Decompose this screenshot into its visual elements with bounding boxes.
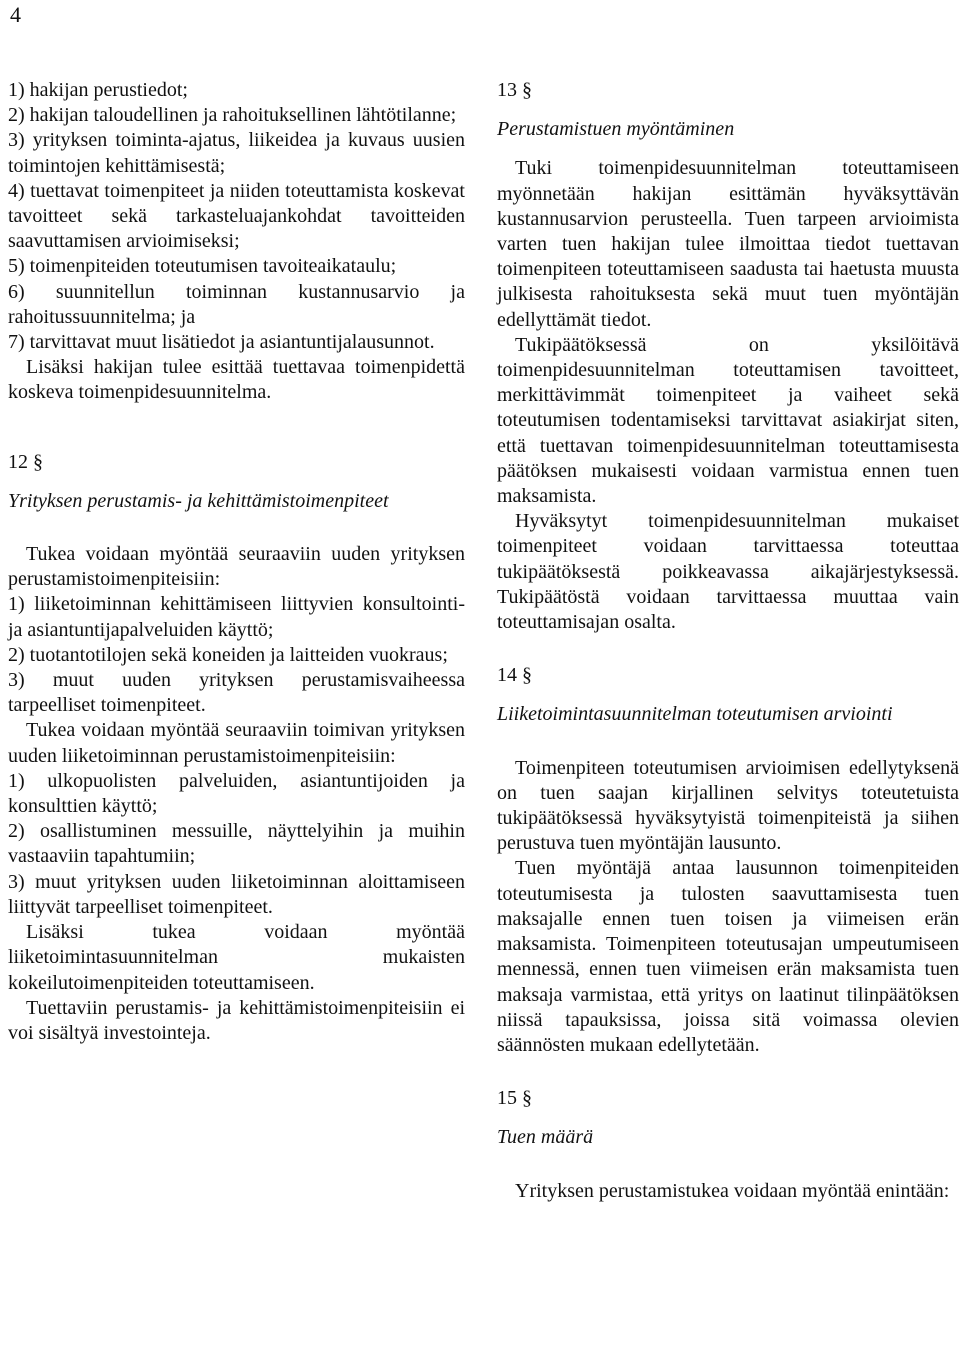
page-number: 4 [10,2,21,27]
list-item: 1) hakijan perustiedot; [8,79,188,101]
list-item: 6) suunnitellun toiminnan kustannusarvio ja rahoitussuunnitelma; ja [8,280,465,328]
section-title: Perustamistuen myöntäminen [497,118,735,141]
section-number: 14 § [497,664,532,687]
paragraph: Lisäksi tukea voidaan myöntää liiketoimintasuunnitelman mukaisten kokeilutoimenpiteiden toteuttamiseen. [8,921,465,994]
left-column [8,78,465,1046]
section-number: 13 § [497,79,532,101]
paragraph: Yrityksen perustamistukea voidaan myöntää enintään: [515,1179,950,1202]
paragraph: Tukea voidaan myöntää seuraaviin uuden yrityksen perustamistoimenpiteisiin: [8,543,465,591]
paragraph: Tuen myöntäjä antaa lausunnon toimenpiteiden toteutumisesta ja tulosten saavuttamisesta tuen maksajalle ennen tuen toisen ja viimeisen erän maksamista. Toimenpiteen toteutusajan umpeutumiseen mennessä, ennen tuen viimeisen erän maksamista tuen maksaja varmistaa, että yritys on laatinut tilinpäätöksen niissä tapauksissa, joissa sitä voimassa olevien säännösten mukaan edellytetään. [497,857,959,1056]
section-number: 15 § [497,1087,532,1110]
section-number: 12 § [8,450,43,473]
paragraph: Tukea voidaan myöntää seuraaviin toimivan yrityksen uuden liiketoiminnan perustamistoimenpiteisiin: [8,719,465,767]
section-title: Yrityksen perustamis- ja kehittämistoimenpiteet [8,489,389,512]
list-item: 5) toimenpiteiden toteutumisen tavoiteaikataulu; [8,255,397,278]
section-title: Liiketoimintasuunnitelman toteutumisen arviointi [497,703,893,726]
list-item: 3) muut yrityksen uuden liiketoiminnan aloittamiseen liittyvät tarpeelliset toimenpiteet. [8,870,465,918]
paragraph: Hyväksytyt toimenpidesuunnitelman mukaiset toimenpiteet voidaan tarvittaessa toteuttaa tukipäätöksestä poikkeavassa aikajärjestyksessä. Tukipäätöstä voidaan tarvittaessa muuttaa vain toteuttamisajan osalta. [497,510,959,634]
section-title: Tuen määrä [497,1126,594,1149]
paragraph: Tuettaviin perustamis- ja kehittämistoimenpiteisiin ei voi sisältyä investointeja. [8,996,465,1044]
paragraph: Toimenpiteen toteutumisen arvioimisen edellytyksenä on tuen saajan kirjallinen selvitys toteutetuista tukipäätöksessä hyväksytyistä toimenpiteistä ja siihen perustuva tuen myöntäjän lausunto. [497,756,959,855]
list-item: 2) tuotantotilojen sekä koneiden ja laitteiden vuokraus; [8,643,448,666]
list-item: 1) ulkopuolisten palveluiden, asiantuntijoiden ja konsulttien käyttö; [8,769,465,818]
paragraph: Lisäksi hakijan tulee esittää tuettavaa toimenpidettä koskeva toimenpidesuunnitelma. [8,356,465,404]
right-column [497,78,959,1204]
list-item: 7) tarvittavat muut lisätiedot ja asiantuntijalausunnot. [8,331,435,354]
list-item: 3) muut uuden yrityksen perustamisvaiheessa tarpeelliset toimenpiteet. [8,669,465,717]
list-item: 3) yrityksen toiminta-ajatus, liikeidea ja kuvaus uusien toimintojen kehittämisestä; [8,129,465,177]
paragraph: Tukipäätöksessä on yksilöitävä toimenpidesuunnitelman toteuttamisen tavoitteet, merkittävimmät toimenpiteet ja vaiheet sekä toteutumisen todentamiseksi tarvittavat asiakirjat siten, että tuettavan toimenpidesuunnitelman toteuttamisesta päätöksen mukaisesti voidaan varmistua ennen tuen maksamista. [497,333,959,508]
paragraph: Tuki toimenpidesuunnitelman toteuttamiseen myönnetään hakijan esittämän hyväksyttävän kustannusarvion perusteella. Tuen tarpeen arvioimista varten tuen hakijan tulee ilmoittaa tiedot tuettavan toimenpiteen toteuttamiseen saadusta tai haetusta muusta julkisesta rahoituksesta sekä muut tuen myöntäjän edellyttämät tiedot. [497,157,959,331]
list-item: 1) liiketoiminnan kehittämiseen liittyvien konsultointi- ja asiantuntijapalveluiden käyttö; [8,593,465,641]
list-item: 4) tuettavat toimenpiteet ja niiden toteuttamista koskevat tavoitteet sekä tarkasteluajankohdat tavoitteiden saavuttamisen arvioimiseksi; [8,179,465,253]
list-item: 2) hakijan taloudellinen ja rahoituksellinen lähtötilanne; [8,104,457,127]
list-item: 2) osallistuminen messuille, näyttelyihin ja muihin vastaaviin tapahtumiin; [8,820,465,868]
